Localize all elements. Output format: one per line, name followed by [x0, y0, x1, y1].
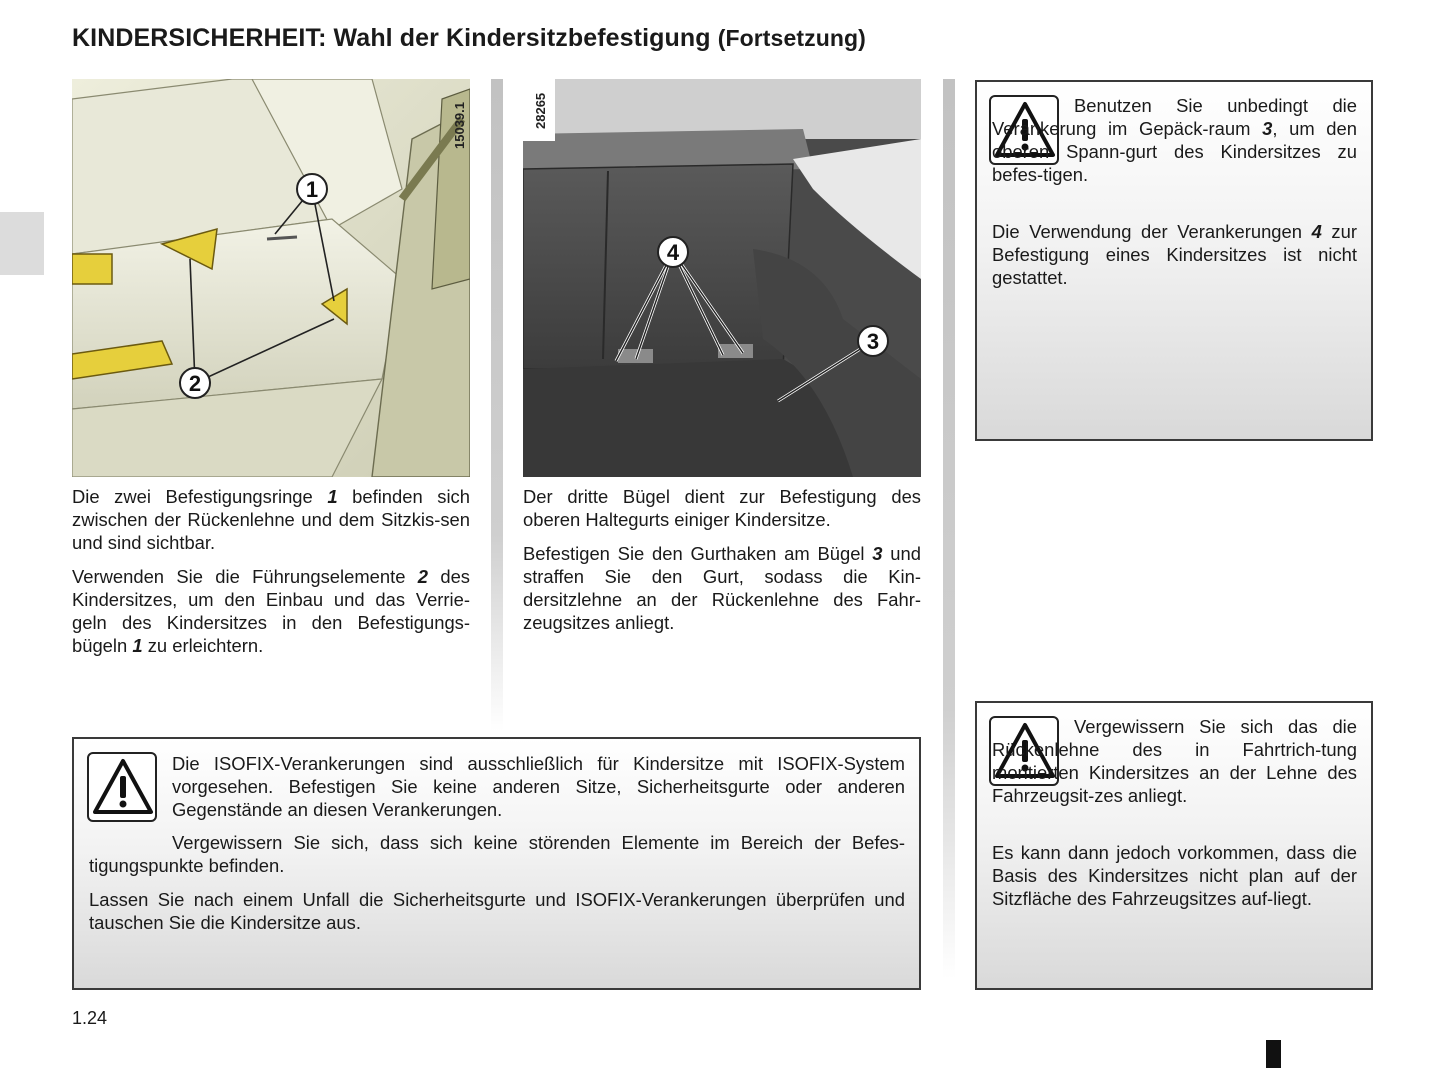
- warning-isofix-text-2: Vergewissern Sie sich, dass sich keine störenden Elemente im Bereich der Befes-tigungspunkte befinden.: [89, 832, 905, 876]
- warning-icon: [87, 752, 157, 822]
- col2-paragraph-1: Der dritte Bügel dient zur Befestigung des oberen Haltegurts einiger Kindersitze.: [523, 486, 921, 530]
- page-number: 1.24: [72, 1008, 108, 1028]
- warning-isofix-text-1: Die ISOFIX-Verankerungen sind ausschließlich für Kindersitze mit ISOFIX-System vorgesehen. Befestigen Sie keine anderen Sitze, Sicherheitsgurte oder anderen Gegenstände an diesen Verankerungen.: [172, 753, 905, 820]
- page-title-sub: (Fortsetzung): [717, 25, 866, 51]
- column-divider-right: [943, 79, 955, 979]
- figure-rear-seat-isofix: [72, 79, 470, 477]
- chapter-tab: [0, 212, 44, 275]
- warning-top-text-1: Benutzen Sie unbedingt die Verankerung im Gepäck-raum 3, um den oberen Spann-gurt des Kindersitzes zu befes-tigen.: [992, 95, 1357, 185]
- warning-top-text-2: Die Verwendung der Verankerungen 4 zur Befestigung eines Kindersitzes ist nicht gestattet.: [992, 221, 1357, 288]
- page-edge-marker: [1266, 1040, 1281, 1068]
- warning-isofix-text-3: Lassen Sie nach einem Unfall die Sicherheitsgurte und ISOFIX-Verankerungen überprüfen und tauschen Sie die Kindersitze aus.: [89, 889, 905, 933]
- callout-1: 1: [305, 177, 319, 202]
- callout-3: 3: [866, 329, 880, 354]
- col1-paragraph-2: Verwenden Sie die Führungselemente 2 des Kindersitzes, um den Einbau und das Verrie-geln des Kindersitzes in den Befestigungs-bügeln 1 zu erleichtern.: [72, 566, 471, 656]
- column-divider-left: [491, 79, 503, 731]
- warning-box-anchorage: [975, 80, 1373, 441]
- figure-luggage-anchors: [523, 79, 921, 477]
- page-title-main: KINDERSICHERHEIT: Wahl der Kindersitzbefestigung: [72, 24, 711, 52]
- figure-ref-number: 15039.1: [452, 102, 467, 149]
- warning-box-backrest: [975, 701, 1373, 990]
- warning-backrest-text-2: Es kann dann jedoch vorkommen, dass die Basis des Kindersitzes nicht plan auf der Sitzfläche des Fahrzeugsitzes auf-liegt.: [992, 842, 1357, 909]
- callout-2: 2: [188, 371, 202, 396]
- callout-4: 4: [666, 240, 680, 265]
- warning-box-isofix: [72, 737, 921, 990]
- figure-ref-number: 28265: [533, 92, 548, 129]
- page-title: [72, 24, 866, 53]
- col1-paragraph-1: Die zwei Befestigungsringe 1 befinden sich zwischen der Rückenlehne und dem Sitzkis-sen und sind sichtbar.: [72, 486, 470, 553]
- col2-paragraph-2: Befestigen Sie den Gurthaken am Bügel 3 und straffen Sie den Gurt, sodass die Kin-dersitzlehne an der Rückenlehne des Fahr-zeugsitzes anliegt.: [523, 543, 921, 633]
- warning-backrest-text-1: Vergewissern Sie sich das die Rückenlehne des in Fahrtrich-tung montierten Kindersitzes an der Lehne des Fahrzeugsit-zes anliegt.: [992, 716, 1357, 806]
